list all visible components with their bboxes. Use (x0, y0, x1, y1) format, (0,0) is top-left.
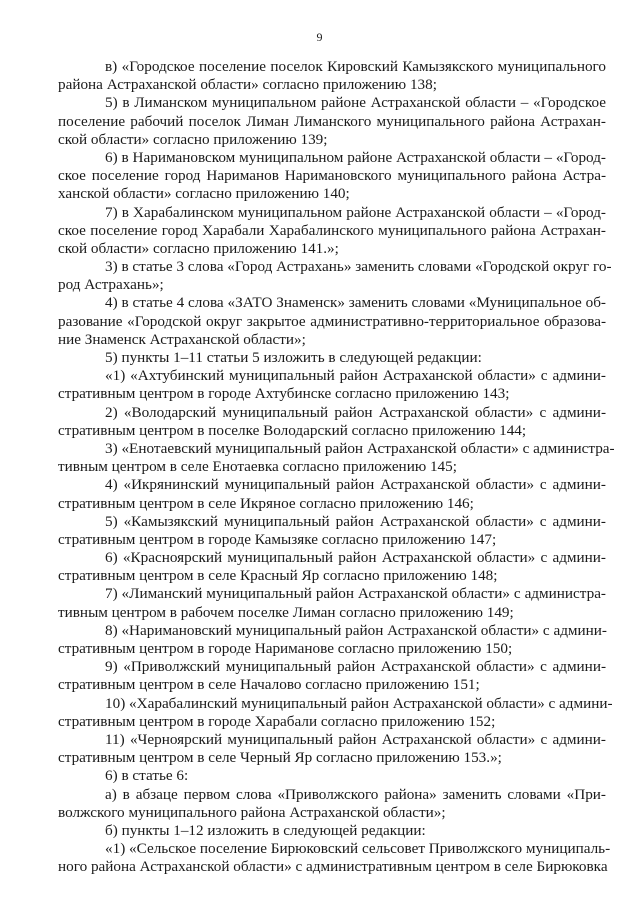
paragraph (58, 258, 612, 294)
text-line: стративным центром в поселке Володарский согласно приложению 144; (58, 421, 527, 439)
paragraph (58, 786, 606, 822)
text-line: стративным центром в городе Камызяке согласно приложению 147; (58, 530, 497, 548)
paragraph (58, 513, 606, 549)
text-line: а) в абзаце первом слова «Приволжского района» заменить словами «При- (105, 785, 606, 803)
paragraph (58, 658, 606, 694)
text-line: 5) в Лиманском муниципальном районе Астраханской области – «Городское (105, 94, 606, 112)
text-line: ской области» согласно приложению 139; (58, 130, 328, 148)
text-line: ское поселение город Нариманов Наримановского муниципального района Астра- (58, 167, 606, 185)
text-line: ханской области» согласно приложению 140; (58, 185, 350, 203)
paragraph (58, 767, 606, 785)
paragraph (58, 294, 606, 349)
text-line: ское поселение город Харабали Харабалинского муниципального района Астрахан- (58, 221, 606, 239)
text-line: тивным центром в селе Енотаевка согласно приложению 145; (58, 458, 457, 476)
text-line: 6) в статье 6: (105, 767, 189, 785)
paragraph (58, 367, 606, 403)
paragraph (58, 204, 606, 259)
paragraph (58, 694, 613, 731)
text-line: стративным центром в городе Харабали согласно приложению 152; (58, 712, 496, 730)
text-line: ного района Астраханской области» с административным центром в селе Бирюковка (58, 858, 608, 876)
text-line: ской области» согласно приложению 141.»; (58, 239, 339, 257)
text-line: разование «Городской округ закрытое административно-территориальное образова- (58, 312, 606, 330)
paragraph (58, 731, 606, 767)
text-line: род Астрахань»; (58, 276, 164, 294)
text-line: 3) в статье 3 слова «Город Астрахань» заменить словами «Городской округ го- (105, 258, 612, 276)
document-body (58, 58, 615, 876)
text-line: стративным центром в селе Красный Яр согласно приложению 148; (58, 567, 498, 585)
paragraph (58, 439, 615, 476)
text-line: «1) «Ахтубинский муниципальный район Астраханской области» с админи- (105, 367, 606, 385)
paragraph (58, 94, 606, 149)
paragraph (58, 549, 606, 585)
text-line: ние Знаменск Астраханской области»; (58, 330, 306, 348)
text-line: волжского муниципального района Астраханской области»; (58, 803, 446, 821)
text-line: района Астраханской области» согласно приложению 138; (58, 76, 437, 94)
paragraph (58, 622, 606, 658)
text-line: 2) «Володарский муниципальный район Астраханской области» с админи- (105, 403, 606, 421)
text-line: 6) «Красноярский муниципальный район Астраханской области» с админи- (105, 549, 606, 567)
paragraph (58, 349, 606, 367)
text-line: 11) «Черноярский муниципальный район Астраханской области» с админи- (105, 730, 606, 748)
text-line: 6) в Наримановском муниципальном районе Астраханской области – «Город- (105, 148, 606, 166)
text-line: поселение рабочий поселок Лиман Лиманского муниципального района Астрахан- (58, 112, 606, 130)
text-line: 3) «Енотаевский муниципальный район Астраханской области» с администра- (105, 439, 615, 457)
text-line: 5) пункты 1–11 статьи 5 изложить в следующей редакции: (105, 349, 482, 366)
text-line: 8) «Наримановский муниципальный район Астраханской области» с админи- (105, 621, 607, 639)
paragraph (58, 840, 611, 876)
paragraph (58, 585, 606, 621)
text-line: 9) «Приволжский муниципальный район Астраханской области» с админи- (105, 658, 606, 676)
text-line: стративным центром в селе Икряное согласно приложению 146; (58, 494, 474, 512)
paragraph (58, 476, 606, 512)
paragraph (58, 58, 606, 94)
text-line: 7) в Харабалинском муниципальном районе Астраханской области – «Город- (105, 203, 606, 221)
text-line: в) «Городское поселение поселок Кировский Камызякского муниципального (105, 58, 606, 75)
paragraph (58, 822, 606, 840)
text-line: стративным центром в селе Началово согласно приложению 151; (58, 676, 480, 694)
text-line: 7) «Лиманский муниципальный район Астраханской области» с администра- (105, 585, 606, 603)
text-line: 4) в статье 4 слова «ЗАТО Знаменск» заменить словами «Муниципальное об- (105, 294, 606, 312)
paragraph (58, 404, 606, 440)
text-line: стративным центром в городе Нариманове согласно приложению 150; (58, 640, 513, 657)
text-line: 4) «Икрянинский муниципальный район Астраханской области» с админи- (105, 476, 606, 494)
text-line: стративным центром в селе Черный Яр согласно приложению 153.»; (58, 749, 502, 767)
paragraph (58, 149, 606, 204)
text-line: б) пункты 1–12 изложить в следующей редакции: (105, 821, 426, 839)
page-number: 9 (316, 30, 323, 44)
text-line: 5) «Камызякский муниципальный район Астраханской области» с админи- (105, 512, 606, 530)
text-line: тивным центром в рабочем поселке Лиман согласно приложению 149; (58, 603, 514, 621)
text-line: «1) «Сельское поселение Бирюковский сельсовет Приволжского муниципаль- (105, 840, 611, 858)
text-line: 10) «Харабалинский муниципальный район Астраханской области» с админи- (105, 694, 613, 712)
text-line: стративным центром в городе Ахтубинске согласно приложению 143; (58, 385, 510, 403)
